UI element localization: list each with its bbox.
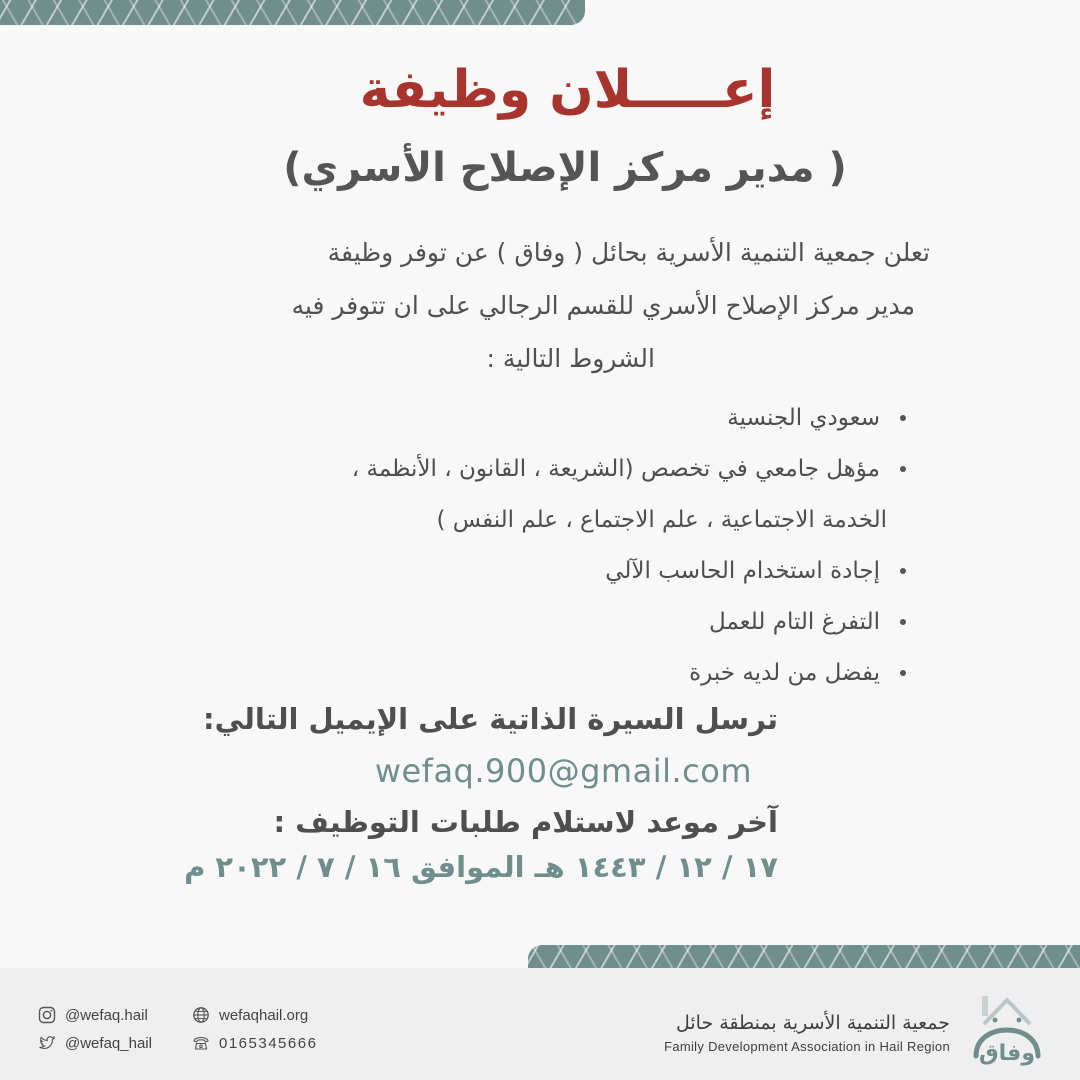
condition-item <box>200 444 912 495</box>
website-contact[interactable] <box>192 1006 308 1024</box>
organization-name-arabic: جمعية التنمية الأسرية بمنطقة حائل <box>675 1012 950 1034</box>
instagram-contact[interactable] <box>38 1006 148 1024</box>
deadline-date: ١٧ / ١٢ / ١٤٤٣ هـ الموافق ١٦ / ٧ / ٢٠٢٢ م <box>184 850 778 884</box>
instagram-icon <box>38 1006 56 1024</box>
twitter-icon <box>38 1034 56 1052</box>
condition-item-continuation <box>200 495 912 546</box>
bottom-decorative-band <box>528 945 1080 968</box>
condition-item <box>200 546 912 597</box>
phone-contact[interactable] <box>192 1034 317 1052</box>
globe-icon <box>192 1006 210 1024</box>
deadline-label: آخر موعد لاستلام طلبات التوظيف : <box>273 805 778 839</box>
intro-line: تعلن جمعية التنمية الأسرية بحائل ( وفاق ) عن توفر وظيفة <box>327 238 930 267</box>
condition-text: الخدمة الاجتماعية ، علم الاجتماع ، علم النفس ) <box>436 507 887 533</box>
phone-icon <box>192 1034 210 1052</box>
intro-line: الشروط التالية : <box>486 344 655 373</box>
condition-item <box>200 597 912 648</box>
svg-text:وفاق: وفاق <box>978 1041 1036 1066</box>
announcement-title: إعـــــلان وظيفة <box>359 60 776 120</box>
condition-item <box>200 648 912 699</box>
organization-name-english: Family Development Association in Hail Region <box>664 1039 950 1054</box>
intro-paragraph <box>150 226 930 385</box>
intro-line: مدير مركز الإصلاح الأسري للقسم الرجالي على ان تتوفر فيه <box>291 291 915 320</box>
wefaq-logo <box>962 986 1052 1074</box>
condition-text: إجادة استخدام الحاسب الآلي <box>605 558 880 584</box>
job-position-title: ( مدير مركز الإصلاح الأسري) <box>283 145 847 191</box>
application-email[interactable]: wefaq.900@gmail.com <box>374 752 752 790</box>
footer <box>0 968 1080 1080</box>
conditions-list <box>200 393 912 699</box>
instagram-handle: @wefaq.hail <box>65 1006 148 1024</box>
bullet-icon <box>900 670 906 676</box>
phone-number: 0165345666 <box>219 1034 318 1052</box>
bullet-icon <box>900 466 906 472</box>
condition-text: مؤهل جامعي في تخصص (الشريعة ، القانون ، الأنظمة ، <box>351 456 880 482</box>
bullet-icon <box>900 415 906 421</box>
condition-item <box>200 393 912 444</box>
twitter-handle: @wefaq_hail <box>65 1034 152 1052</box>
condition-text: يفضل من لديه خبرة <box>689 660 880 686</box>
website-url: wefaqhail.org <box>219 1006 309 1024</box>
bullet-icon <box>900 619 906 625</box>
bullet-icon <box>900 568 906 574</box>
twitter-contact[interactable] <box>38 1034 152 1052</box>
condition-text: التفرغ التام للعمل <box>708 609 880 635</box>
condition-text: سعودي الجنسية <box>727 405 880 431</box>
send-cv-label: ترسل السيرة الذاتية على الإيميل التالي: <box>203 702 778 736</box>
